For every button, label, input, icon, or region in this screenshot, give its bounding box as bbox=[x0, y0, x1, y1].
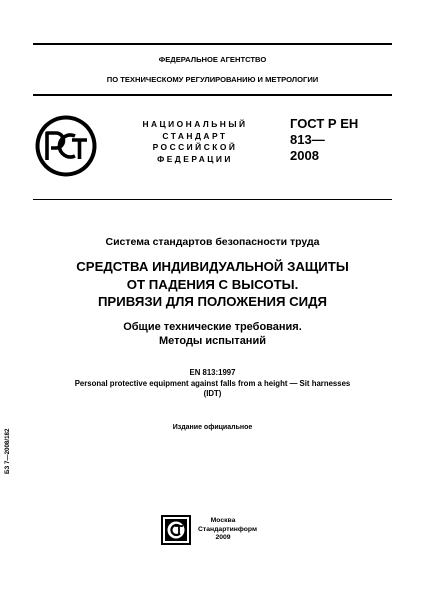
standards-series: Система стандартов безопасности труда bbox=[105, 236, 320, 248]
agency-line-1: ФЕДЕРАЛЬНОЕ АГЕНТСТВО bbox=[158, 55, 267, 64]
en-reference bbox=[33, 368, 392, 400]
designation-line: 813— bbox=[290, 132, 325, 147]
title-line: ПРИВЯЗИ ДЛЯ ПОЛОЖЕНИЯ СИДЯ bbox=[97, 294, 328, 309]
standartinform-logo-icon bbox=[161, 515, 191, 545]
standard-type-line: РОССИЙСКОЙ bbox=[152, 142, 238, 153]
en-code: EN 813:1997 bbox=[189, 368, 236, 377]
subtitle-line: Методы испытаний bbox=[159, 334, 266, 347]
publisher-block bbox=[198, 517, 257, 543]
agency-line-2: ПО ТЕХНИЧЕСКОМУ РЕГУЛИРОВАНИЮ И МЕТРОЛОГИИ bbox=[106, 75, 319, 84]
rst-certification-mark-icon bbox=[34, 114, 98, 178]
en-english-title: Personal protective equipment against falls from a height — Sit harnesses bbox=[74, 378, 351, 388]
top-rule bbox=[33, 43, 392, 45]
publisher-city: Москва bbox=[210, 517, 236, 524]
designation-line: 2008 bbox=[290, 148, 319, 163]
standard-type-line: НАЦИОНАЛЬНЫЙ bbox=[142, 119, 248, 129]
section-rule bbox=[33, 199, 392, 200]
title-line: ОТ ПАДЕНИЯ С ВЫСОТЫ. bbox=[126, 276, 299, 292]
standard-type-line: СТАНДАРТ bbox=[162, 130, 228, 141]
document-subtitle bbox=[33, 321, 392, 348]
document-title bbox=[33, 258, 392, 311]
publisher-year: 2009 bbox=[215, 534, 231, 542]
standard-type-line: ФЕДЕРАЦИИ bbox=[157, 153, 233, 164]
subtitle-line: Общие технические требования. bbox=[123, 321, 302, 333]
title-line: СРЕДСТВА ИНДИВИДУАЛЬНОЙ ЗАЩИТЫ bbox=[76, 259, 349, 274]
header-rule bbox=[33, 94, 392, 96]
side-code: БЗ 7—2008/182 bbox=[4, 428, 11, 474]
designation-line: ГОСТ Р ЕН bbox=[290, 116, 359, 131]
en-identity: (IDT) bbox=[203, 389, 222, 398]
publisher-name: Стандартинформ bbox=[198, 525, 257, 533]
standard-type-block bbox=[125, 119, 265, 165]
standard-designation bbox=[290, 116, 390, 164]
edition-label: Издание официальное bbox=[172, 424, 253, 431]
